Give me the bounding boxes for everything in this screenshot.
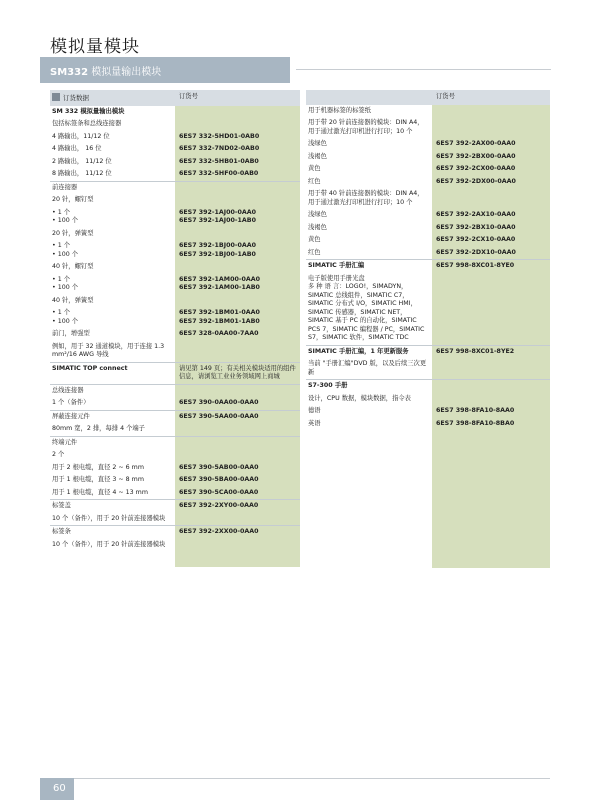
item-description: 黄色 (308, 165, 321, 172)
item-description: SIMATIC 手册汇编 (308, 262, 365, 269)
table-row (306, 105, 550, 118)
page-title: 模拟量模块 (50, 37, 140, 57)
item-description: SIMATIC 手册汇编，1 年更新服务 (308, 347, 409, 355)
right-table-body (306, 105, 550, 431)
table-row (50, 462, 300, 475)
order-number (432, 380, 550, 393)
footer-rule (50, 778, 550, 779)
table-row (50, 168, 300, 181)
left-order-table (50, 90, 300, 551)
table-row (50, 307, 300, 328)
item-description: 德语 (308, 407, 321, 414)
order-number (175, 539, 300, 552)
table-row (50, 487, 300, 500)
table-row (306, 405, 550, 418)
table-row (50, 362, 300, 384)
order-number: 6ES7 332-5HF00-0AB0 (179, 170, 259, 177)
item-description: 红色 (308, 248, 321, 256)
order-number: 6ES7 332-5HB01-0AB0 (179, 157, 259, 165)
order-number (175, 261, 300, 274)
table-row (306, 151, 550, 164)
table-row (50, 181, 300, 195)
item-description: • 1 个 • 100 个 (52, 275, 79, 291)
order-number (175, 295, 300, 308)
order-number: 6ES7 392-1BJ00-0AA0 6ES7 392-1BJ00-1AB0 (179, 242, 256, 258)
table-row (306, 138, 550, 151)
item-description: 用于 2 根电缆，直径 2 ~ 6 mm (52, 463, 144, 471)
table-row (306, 379, 550, 393)
table-row (306, 259, 550, 273)
item-description: • 1 个 • 100 个 (52, 242, 79, 258)
table-row (50, 143, 300, 156)
table-row (50, 449, 300, 462)
left-header-order: 订货号 (179, 93, 198, 100)
table-row (50, 207, 300, 228)
order-number: 6ES7 392-1AJ00-0AA0 6ES7 392-1AJ00-1AB0 (179, 208, 257, 224)
item-description: 2 个 (52, 451, 65, 458)
item-description: 80mm 宽，2 排，每排 4 个端子 (52, 425, 145, 432)
item-description: SM 332 模拟量输出模块 (52, 107, 125, 115)
order-number: 6ES7 998-8XC01-8YE0 (436, 262, 515, 269)
item-description: 前连接器 (52, 183, 78, 191)
header-rule (296, 69, 551, 70)
table-row (50, 106, 300, 119)
order-number: 6ES7 398-8FA10-8BA0 (436, 419, 515, 427)
order-number (175, 341, 300, 362)
item-description: 用于机器标签的标签纸 (308, 106, 371, 114)
item-description: • 1 个 • 100 个 (52, 309, 79, 325)
item-description: SIMATIC TOP connect (52, 364, 128, 372)
left-table-header (50, 90, 300, 106)
order-number: 6ES7 998-8XC01-8YE2 (436, 347, 515, 355)
table-row (306, 234, 550, 247)
item-description: 例如，用于 32 通道模块，用于连接 1.3 mm²/16 AWG 导线 (52, 342, 165, 358)
item-description: 前门，增强型 (52, 330, 90, 337)
right-header-order: 订货号 (436, 93, 455, 100)
right-order-table (306, 90, 550, 430)
table-row (50, 436, 300, 450)
order-number (432, 105, 550, 118)
table-row (50, 397, 300, 410)
table-row (50, 228, 300, 241)
item-description: 用于带 20 针前连接器的模块：DIN A4，用于通过激光打印机进行打印；10 个 (308, 119, 424, 135)
order-number: 6ES7 390-5CA00-0AA0 (179, 488, 259, 496)
order-number (175, 228, 300, 241)
table-row (50, 261, 300, 274)
order-number: 6ES7 390-0AA00-0AA0 (179, 399, 259, 406)
table-row (306, 222, 550, 235)
order-number (175, 437, 300, 450)
table-row (50, 474, 300, 487)
item-description: 包括标签条和总线连接器 (52, 120, 122, 127)
page-number: 60 (53, 783, 66, 794)
item-description: 4 路输出，11/12 位 (52, 132, 110, 140)
item-description: 20 针，弹簧型 (52, 229, 94, 237)
table-row (50, 525, 300, 539)
table-row (50, 328, 300, 341)
order-number: 6ES7 392-2CX00-0AA0 (436, 165, 516, 172)
item-description: 4 路输出， 16 位 (52, 145, 102, 152)
table-row (306, 163, 550, 176)
order-number: 6ES7 392-2DX10-0AA0 (436, 248, 516, 256)
table-row (50, 295, 300, 308)
left-table-body (50, 106, 300, 552)
order-number: 6ES7 392-2DX00-0AA0 (436, 177, 516, 185)
item-description: 10 个（备件），用于 20 针前连接器模块 (52, 514, 166, 522)
order-number: 6ES7 392-2BX10-0AA0 (436, 223, 516, 231)
table-row (306, 176, 550, 189)
order-number (175, 182, 300, 195)
table-row (50, 499, 300, 513)
order-number (432, 393, 550, 406)
item-description: 浅绿色 (308, 140, 327, 147)
left-header-data: 订货数据 (63, 94, 89, 102)
banner-model: SM332 (50, 67, 89, 78)
order-number: 6ES7 390-5AB00-0AA0 (179, 463, 259, 471)
item-description: 浅褐色 (308, 223, 327, 231)
order-number (432, 188, 550, 209)
order-number (175, 106, 300, 119)
table-row (306, 358, 550, 379)
order-number: 6ES7 392-2BX00-0AA0 (436, 152, 516, 160)
item-description: 总线连接器 (52, 386, 84, 394)
item-description: 用于带 40 针前连接器的模块：DIN A4，用于通过激光打印机进行打印；10 个 (308, 190, 424, 206)
item-description: S7-300 手册 (308, 382, 348, 389)
table-row (50, 240, 300, 261)
section-banner (40, 57, 290, 83)
order-number: 6ES7 392-2CX10-0AA0 (436, 236, 516, 243)
table-row (50, 194, 300, 207)
order-number (175, 385, 300, 398)
table-row (306, 273, 550, 345)
table-row (50, 539, 300, 552)
order-number: 6ES7 332-7ND02-0AB0 (179, 145, 260, 152)
order-number: 6ES7 392-2AX10-0AA0 (436, 211, 516, 218)
item-description: 1 个（备件） (52, 399, 90, 406)
table-row (50, 513, 300, 526)
table-row (306, 345, 550, 359)
table-row (306, 393, 550, 406)
item-description: 20 针，螺钉型 (52, 196, 94, 203)
table-row (50, 384, 300, 398)
order-number: 6ES7 392-2XX00-0AA0 (179, 528, 259, 535)
order-number: 请见第 149 页；有关相关模块适用的组件信息，请浏览工业业务领域网上商城 (179, 364, 296, 380)
order-number (175, 194, 300, 207)
order-number: 6ES7 398-8FA10-8AA0 (436, 407, 515, 414)
item-description: • 1 个 • 100 个 (52, 208, 79, 224)
order-number (175, 449, 300, 462)
item-description: 屏蔽连接元件 (52, 412, 90, 420)
order-number (175, 423, 300, 436)
order-number (432, 358, 550, 379)
table-row (50, 341, 300, 362)
table-row (306, 117, 550, 138)
item-description: 设计，CPU 数据，模块数据，指令表 (308, 394, 411, 402)
item-description: 40 针，螺钉型 (52, 263, 94, 270)
order-number: 6ES7 392-2XY00-0AA0 (179, 502, 259, 509)
table-row (306, 247, 550, 260)
item-description: 红色 (308, 177, 321, 185)
order-number (432, 273, 550, 345)
item-description: 当前 "手册汇编"DVD 版，以及后续三次更新 (308, 360, 427, 376)
order-number: 6ES7 332-5HD01-0AB0 (179, 132, 260, 140)
table-row (50, 274, 300, 295)
order-number: 6ES7 390-5BA00-0AA0 (179, 476, 259, 483)
order-number (175, 513, 300, 526)
order-number: 6ES7 328-0AA00-7AA0 (179, 330, 259, 337)
item-description: 黄色 (308, 236, 321, 243)
order-number (175, 118, 300, 131)
table-row (306, 418, 550, 431)
order-number: 6ES7 392-1BM01-0AA0 6ES7 392-1BM01-1AB0 (179, 309, 260, 325)
table-row (50, 410, 300, 424)
order-number: 6ES7 390-5AA00-0AA0 (179, 412, 259, 420)
item-description: 标签盖 (52, 502, 71, 509)
item-description: 2 路输出， 11/12 位 (52, 157, 112, 165)
header-square-icon (52, 93, 60, 101)
order-number: 6ES7 392-2AX00-0AA0 (436, 140, 516, 147)
table-row (50, 156, 300, 169)
table-row (306, 209, 550, 222)
item-description: 浅绿色 (308, 211, 327, 218)
item-description: 用于 1 根电缆，直径 4 ~ 13 mm (52, 488, 148, 496)
table-row (50, 131, 300, 144)
item-description: 8 路输出， 11/12 位 (52, 170, 112, 177)
item-description: 标签条 (52, 528, 71, 535)
item-description: 10 个（备件），用于 20 针前连接器模块 (52, 540, 166, 548)
table-row (306, 188, 550, 209)
right-header-data (306, 90, 434, 105)
table-row (50, 118, 300, 131)
page-number-box (40, 778, 74, 800)
right-table-header (306, 90, 550, 105)
banner-subtitle: 模拟量输出模块 (91, 67, 162, 78)
item-description: 用于 1 根电缆，直径 3 ~ 8 mm (52, 476, 144, 483)
item-description: 英语 (308, 419, 321, 427)
item-description: 40 针，弹簧型 (52, 296, 94, 304)
item-description: 浅褐色 (308, 152, 327, 160)
item-description: 终端元件 (52, 438, 78, 446)
item-description: 电子版使用手册光盘 多 种 语 言：LOGO!，SIMADYN，SIMATIC 总线组件，SIMATIC C7，SIMATIC 分布式 I/O，SIMATIC HMI，SIMATIC 传感器，SIMATIC NET，SIMATIC 基于 PC 的自动化，SIMATIC PCS 7，SIMATIC 编程器 / PC，SIMATIC S7，SIMATIC 软件，SIMATIC TDC (308, 274, 425, 341)
order-number (432, 117, 550, 138)
order-number: 6ES7 392-1AM00-0AA0 6ES7 392-1AM00-1AB0 (179, 275, 260, 291)
table-row (50, 423, 300, 436)
